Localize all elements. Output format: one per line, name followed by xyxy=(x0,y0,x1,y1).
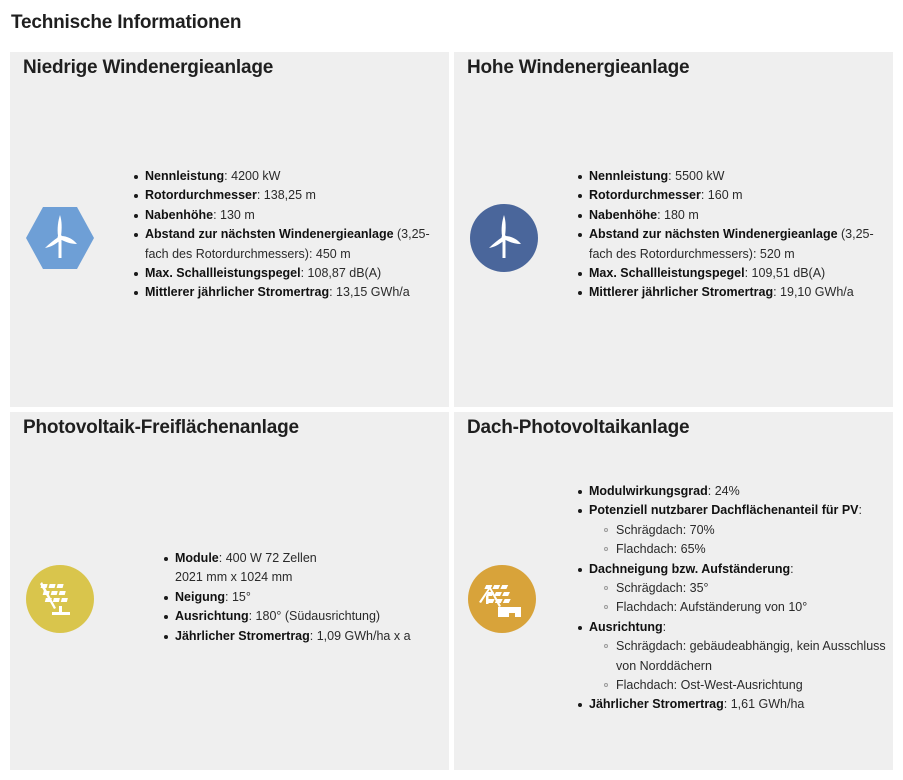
wind-turbine-circle-icon xyxy=(469,203,539,273)
sub-list-item: Flachdach: 65% xyxy=(589,540,893,559)
panel-high-wind-turbine xyxy=(454,52,893,407)
list-item: Neigung: 15° xyxy=(161,588,441,607)
list-item: Nabenhöhe: 180 m xyxy=(575,206,880,225)
solar-panel-icon xyxy=(25,564,95,634)
panel-title: Photovoltaik-Freiflächenanlage xyxy=(23,417,299,438)
panel-title: Dach-Photovoltaikanlage xyxy=(467,417,690,438)
sub-list xyxy=(589,521,893,560)
list-item: Ausrichtung: 180° (Südausrichtung) xyxy=(161,607,441,626)
sub-list xyxy=(589,579,893,618)
list-item: Max. Schallleistungspegel: 109,51 dB(A) xyxy=(575,264,880,283)
list-item: Jährlicher Stromertrag: 1,09 GWh/ha x a xyxy=(161,627,441,646)
spec-list xyxy=(131,167,436,303)
list-item: Dachneigung bzw. Aufständerung: Schrägdach: 35° Flachdach: Aufständerung von 10° xyxy=(575,560,893,618)
sub-list xyxy=(589,637,893,695)
page-title: Technische Informationen xyxy=(11,12,242,33)
panel-title: Hohe Windenergieanlage xyxy=(467,57,690,78)
list-item: Potenziell nutzbarer Dachflächenanteil für PV: Schrägdach: 70% Flachdach: 65% xyxy=(575,501,893,559)
sub-list-item: Flachdach: Ost-West-Ausrichtung xyxy=(589,676,893,695)
panel-low-wind-turbine xyxy=(10,52,449,407)
panel-pv-field xyxy=(10,412,449,770)
list-item: Nabenhöhe: 130 m xyxy=(131,206,436,225)
list-item: Max. Schallleistungspegel: 108,87 dB(A) xyxy=(131,264,436,283)
sub-list-item: Schrägdach: 35° xyxy=(589,579,893,598)
list-item: Rotordurchmesser: 160 m xyxy=(575,186,880,205)
list-item: Modulwirkungsgrad: 24% xyxy=(575,482,893,501)
spec-list xyxy=(575,482,893,715)
wind-turbine-hexagon-icon xyxy=(25,203,95,273)
sub-list-item: Schrägdach: gebäudeabhängig, kein Ausschluss von Norddächern xyxy=(589,637,893,676)
spec-list xyxy=(575,167,880,303)
list-item: Ausrichtung: Schrägdach: gebäudeabhängig, kein Ausschluss von Norddächern Flachdach: Ost-West-Ausrichtung xyxy=(575,618,893,696)
list-item: Mittlerer jährlicher Stromertrag: 19,10 GWh/a xyxy=(575,283,880,302)
list-item: Jährlicher Stromertrag: 1,61 GWh/ha xyxy=(575,695,893,714)
list-item: Nennleistung: 4200 kW xyxy=(131,167,436,186)
list-item: Rotordurchmesser: 138,25 m xyxy=(131,186,436,205)
sub-list-item: Flachdach: Aufständerung von 10° xyxy=(589,598,893,617)
sub-list-item: Schrägdach: 70% xyxy=(589,521,893,540)
panel-title: Niedrige Windenergieanlage xyxy=(23,57,274,78)
list-item: Mittlerer jährlicher Stromertrag: 13,15 GWh/a xyxy=(131,283,436,302)
list-item: Nennleistung: 5500 kW xyxy=(575,167,880,186)
panel-pv-roof xyxy=(454,412,893,770)
list-item: Abstand zur nächsten Windenergieanlage (3,25-fach des Rotordurchmessers): 520 m xyxy=(575,225,880,264)
spec-list xyxy=(161,549,441,646)
rooftop-solar-icon xyxy=(467,564,537,634)
list-item: Module: 400 W 72 Zellen 2021 mm x 1024 mm xyxy=(161,549,441,588)
list-item: Abstand zur nächsten Windenergieanlage (3,25-fach des Rotordurchmessers): 450 m xyxy=(131,225,436,264)
